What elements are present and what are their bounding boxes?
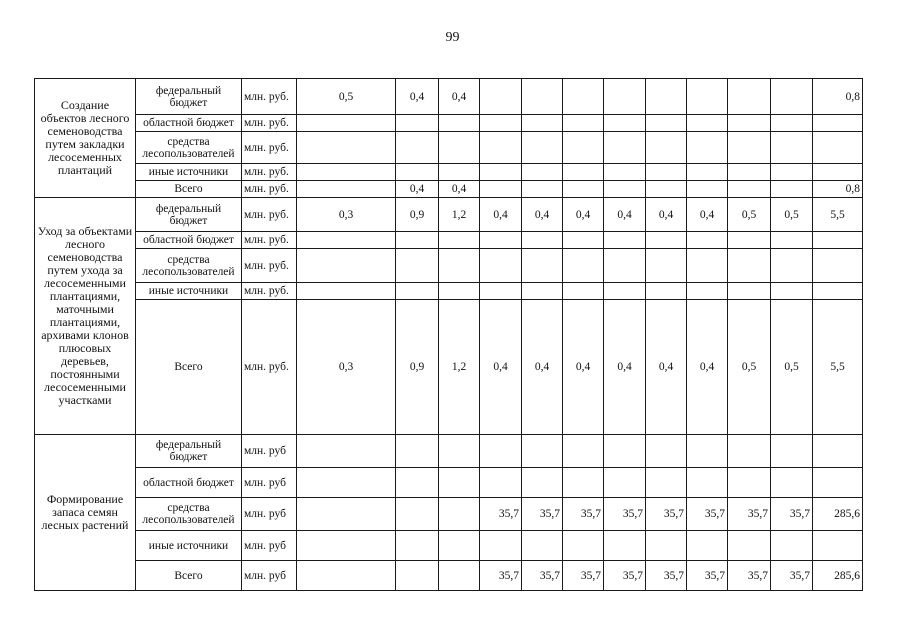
table-row — [35, 300, 863, 435]
table-row — [35, 198, 863, 232]
value-cell — [563, 181, 604, 198]
unit-cell: млн. руб. — [242, 164, 297, 181]
value-cell — [687, 164, 728, 181]
value-cell — [439, 561, 480, 591]
value-cell — [771, 181, 813, 198]
value-cell: 0,4 — [439, 79, 480, 115]
funding-source-cell: областной бюджет — [136, 468, 242, 498]
value-cell — [480, 531, 522, 561]
value-cell — [604, 132, 646, 164]
value-cell: 0,4 — [563, 198, 604, 232]
value-cell — [646, 249, 687, 283]
value-cell — [439, 531, 480, 561]
funding-source-cell: средства лесопользователей — [136, 498, 242, 531]
unit-cell: млн. руб. — [242, 181, 297, 198]
funding-source-cell: средства лесопользователей — [136, 132, 242, 164]
value-cell: 0,5 — [728, 300, 771, 435]
unit-cell: млн. руб. — [242, 232, 297, 249]
value-cell — [563, 79, 604, 115]
activity-cell: Формирование запаса семян лесных растений — [35, 435, 136, 591]
value-cell — [604, 531, 646, 561]
value-cell — [439, 283, 480, 300]
value-cell — [771, 283, 813, 300]
value-cell — [604, 249, 646, 283]
value-cell — [646, 468, 687, 498]
value-cell — [728, 435, 771, 468]
funding-source-cell: федеральный бюджет — [136, 435, 242, 468]
unit-cell: млн. руб — [242, 561, 297, 591]
value-cell: 35,7 — [522, 561, 563, 591]
value-cell: 0,9 — [396, 198, 439, 232]
value-cell: 0,9 — [396, 300, 439, 435]
value-cell — [728, 132, 771, 164]
value-cell — [646, 79, 687, 115]
total-value-cell — [813, 164, 863, 181]
unit-cell: млн. руб — [242, 498, 297, 531]
value-cell — [687, 435, 728, 468]
funding-source-cell: средства лесопользователей — [136, 249, 242, 283]
value-cell — [480, 468, 522, 498]
value-cell — [563, 232, 604, 249]
value-cell — [604, 435, 646, 468]
value-cell: 0,4 — [522, 198, 563, 232]
funding-source-cell: иные источники — [136, 531, 242, 561]
value-cell — [687, 132, 728, 164]
value-cell — [297, 164, 396, 181]
unit-cell: млн. руб. — [242, 132, 297, 164]
value-cell — [771, 79, 813, 115]
budget-table — [34, 78, 863, 591]
value-cell — [396, 132, 439, 164]
table-row — [35, 249, 863, 283]
value-cell: 35,7 — [522, 498, 563, 531]
value-cell: 35,7 — [480, 561, 522, 591]
value-cell: 0,4 — [687, 198, 728, 232]
total-value-cell — [813, 283, 863, 300]
value-cell — [522, 468, 563, 498]
value-cell: 35,7 — [604, 498, 646, 531]
value-cell — [563, 164, 604, 181]
total-value-cell: 0,8 — [813, 79, 863, 115]
value-cell: 0,4 — [396, 79, 439, 115]
table-row — [35, 435, 863, 468]
value-cell — [687, 115, 728, 132]
table-row — [35, 468, 863, 498]
table-row — [35, 181, 863, 198]
value-cell: 35,7 — [604, 561, 646, 591]
funding-source-cell: Всего — [136, 181, 242, 198]
table-row — [35, 498, 863, 531]
value-cell — [646, 164, 687, 181]
value-cell — [522, 181, 563, 198]
funding-source-cell: федеральный бюджет — [136, 198, 242, 232]
total-value-cell — [813, 232, 863, 249]
value-cell — [297, 283, 396, 300]
value-cell: 0,4 — [439, 181, 480, 198]
value-cell — [396, 283, 439, 300]
value-cell: 35,7 — [728, 561, 771, 591]
value-cell — [771, 435, 813, 468]
value-cell — [297, 181, 396, 198]
funding-source-cell: областной бюджет — [136, 115, 242, 132]
value-cell: 0,3 — [297, 198, 396, 232]
value-cell — [480, 164, 522, 181]
table-row — [35, 561, 863, 591]
total-value-cell: 5,5 — [813, 300, 863, 435]
total-value-cell — [813, 115, 863, 132]
value-cell — [297, 468, 396, 498]
value-cell — [522, 115, 563, 132]
page-number: 99 — [445, 30, 460, 45]
value-cell — [396, 468, 439, 498]
value-cell — [604, 181, 646, 198]
value-cell — [687, 249, 728, 283]
value-cell — [563, 435, 604, 468]
total-value-cell — [813, 435, 863, 468]
value-cell — [687, 468, 728, 498]
value-cell: 35,7 — [687, 561, 728, 591]
value-cell — [396, 249, 439, 283]
value-cell — [522, 435, 563, 468]
value-cell — [439, 164, 480, 181]
value-cell — [297, 498, 396, 531]
value-cell — [480, 232, 522, 249]
value-cell — [297, 435, 396, 468]
value-cell — [297, 561, 396, 591]
value-cell — [297, 232, 396, 249]
funding-source-cell: Всего — [136, 300, 242, 435]
value-cell — [728, 468, 771, 498]
value-cell — [439, 232, 480, 249]
value-cell — [396, 435, 439, 468]
value-cell — [563, 249, 604, 283]
total-value-cell: 285,6 — [813, 498, 863, 531]
value-cell — [563, 115, 604, 132]
value-cell: 0,3 — [297, 300, 396, 435]
value-cell — [480, 132, 522, 164]
value-cell — [728, 115, 771, 132]
table-row — [35, 531, 863, 561]
value-cell: 0,4 — [646, 198, 687, 232]
value-cell: 0,4 — [563, 300, 604, 435]
value-cell — [646, 115, 687, 132]
value-cell — [439, 498, 480, 531]
funding-source-cell: областной бюджет — [136, 232, 242, 249]
value-cell: 0,5 — [771, 300, 813, 435]
value-cell — [480, 283, 522, 300]
value-cell — [646, 132, 687, 164]
value-cell — [439, 435, 480, 468]
unit-cell: млн. руб. — [242, 198, 297, 232]
value-cell — [522, 531, 563, 561]
value-cell — [646, 181, 687, 198]
value-cell: 0,5 — [771, 198, 813, 232]
value-cell: 1,2 — [439, 198, 480, 232]
table-row — [35, 132, 863, 164]
value-cell — [563, 468, 604, 498]
value-cell — [396, 232, 439, 249]
activity-cell: Уход за объектами лесного семеноводства путем ухода за лесосеменными плантациями, маточными плантациями, архивами клонов плюсовых деревьев, постоянными лесосеменными участками — [35, 198, 136, 435]
value-cell — [728, 249, 771, 283]
table-row — [35, 283, 863, 300]
value-cell — [480, 435, 522, 468]
value-cell — [646, 283, 687, 300]
table-row — [35, 164, 863, 181]
value-cell — [439, 249, 480, 283]
funding-source-cell: иные источники — [136, 283, 242, 300]
value-cell — [439, 115, 480, 132]
value-cell — [771, 132, 813, 164]
value-cell: 35,7 — [687, 498, 728, 531]
value-cell — [771, 164, 813, 181]
value-cell — [480, 115, 522, 132]
value-cell — [297, 531, 396, 561]
value-cell — [439, 468, 480, 498]
value-cell — [563, 283, 604, 300]
value-cell — [396, 498, 439, 531]
value-cell — [604, 468, 646, 498]
value-cell — [687, 531, 728, 561]
value-cell: 35,7 — [563, 498, 604, 531]
value-cell — [687, 283, 728, 300]
value-cell — [522, 132, 563, 164]
value-cell — [771, 468, 813, 498]
value-cell — [439, 132, 480, 164]
unit-cell: млн. руб. — [242, 300, 297, 435]
value-cell: 0,5 — [297, 79, 396, 115]
value-cell — [522, 164, 563, 181]
value-cell — [604, 115, 646, 132]
total-value-cell — [813, 132, 863, 164]
value-cell — [771, 232, 813, 249]
unit-cell: млн. руб — [242, 531, 297, 561]
funding-source-cell: федеральный бюджет — [136, 79, 242, 115]
value-cell — [522, 232, 563, 249]
total-value-cell — [813, 468, 863, 498]
value-cell — [522, 79, 563, 115]
unit-cell: млн. руб. — [242, 79, 297, 115]
value-cell: 0,4 — [604, 300, 646, 435]
unit-cell: млн. руб. — [242, 115, 297, 132]
table-row — [35, 79, 863, 115]
value-cell — [771, 531, 813, 561]
value-cell — [563, 531, 604, 561]
unit-cell: млн. руб. — [242, 249, 297, 283]
value-cell — [480, 249, 522, 283]
value-cell — [728, 283, 771, 300]
value-cell: 0,4 — [646, 300, 687, 435]
value-cell: 0,4 — [522, 300, 563, 435]
value-cell — [480, 79, 522, 115]
value-cell — [728, 79, 771, 115]
funding-source-cell: Всего — [136, 561, 242, 591]
value-cell — [728, 164, 771, 181]
value-cell — [728, 181, 771, 198]
value-cell — [728, 232, 771, 249]
funding-source-cell: иные источники — [136, 164, 242, 181]
value-cell — [604, 232, 646, 249]
total-value-cell: 0,8 — [813, 181, 863, 198]
value-cell: 0,4 — [604, 198, 646, 232]
value-cell — [604, 79, 646, 115]
value-cell — [396, 164, 439, 181]
activity-cell: Создание объектов лесного семеноводства путем закладки лесосеменных плантаций — [35, 79, 136, 198]
value-cell: 35,7 — [646, 498, 687, 531]
value-cell — [771, 115, 813, 132]
value-cell — [728, 531, 771, 561]
value-cell — [396, 115, 439, 132]
value-cell — [563, 132, 604, 164]
value-cell: 35,7 — [771, 498, 813, 531]
value-cell: 1,2 — [439, 300, 480, 435]
unit-cell: млн. руб — [242, 468, 297, 498]
total-value-cell — [813, 249, 863, 283]
value-cell — [646, 531, 687, 561]
value-cell — [522, 283, 563, 300]
total-value-cell: 285,6 — [813, 561, 863, 591]
value-cell: 0,4 — [480, 198, 522, 232]
value-cell — [297, 132, 396, 164]
total-value-cell: 5,5 — [813, 198, 863, 232]
value-cell — [604, 283, 646, 300]
value-cell: 35,7 — [563, 561, 604, 591]
value-cell — [646, 435, 687, 468]
value-cell: 0,4 — [480, 300, 522, 435]
value-cell — [522, 249, 563, 283]
value-cell — [396, 531, 439, 561]
value-cell: 35,7 — [728, 498, 771, 531]
value-cell: 0,5 — [728, 198, 771, 232]
value-cell: 35,7 — [646, 561, 687, 591]
value-cell: 0,4 — [687, 300, 728, 435]
unit-cell: млн. руб — [242, 435, 297, 468]
value-cell — [771, 249, 813, 283]
value-cell — [646, 232, 687, 249]
total-value-cell — [813, 531, 863, 561]
value-cell: 35,7 — [771, 561, 813, 591]
value-cell — [687, 79, 728, 115]
value-cell — [297, 249, 396, 283]
value-cell — [687, 181, 728, 198]
unit-cell: млн. руб. — [242, 283, 297, 300]
value-cell: 35,7 — [480, 498, 522, 531]
value-cell — [396, 561, 439, 591]
value-cell — [604, 164, 646, 181]
table-row — [35, 115, 863, 132]
value-cell — [480, 181, 522, 198]
value-cell — [687, 232, 728, 249]
table-row — [35, 232, 863, 249]
value-cell: 0,4 — [396, 181, 439, 198]
value-cell — [297, 115, 396, 132]
